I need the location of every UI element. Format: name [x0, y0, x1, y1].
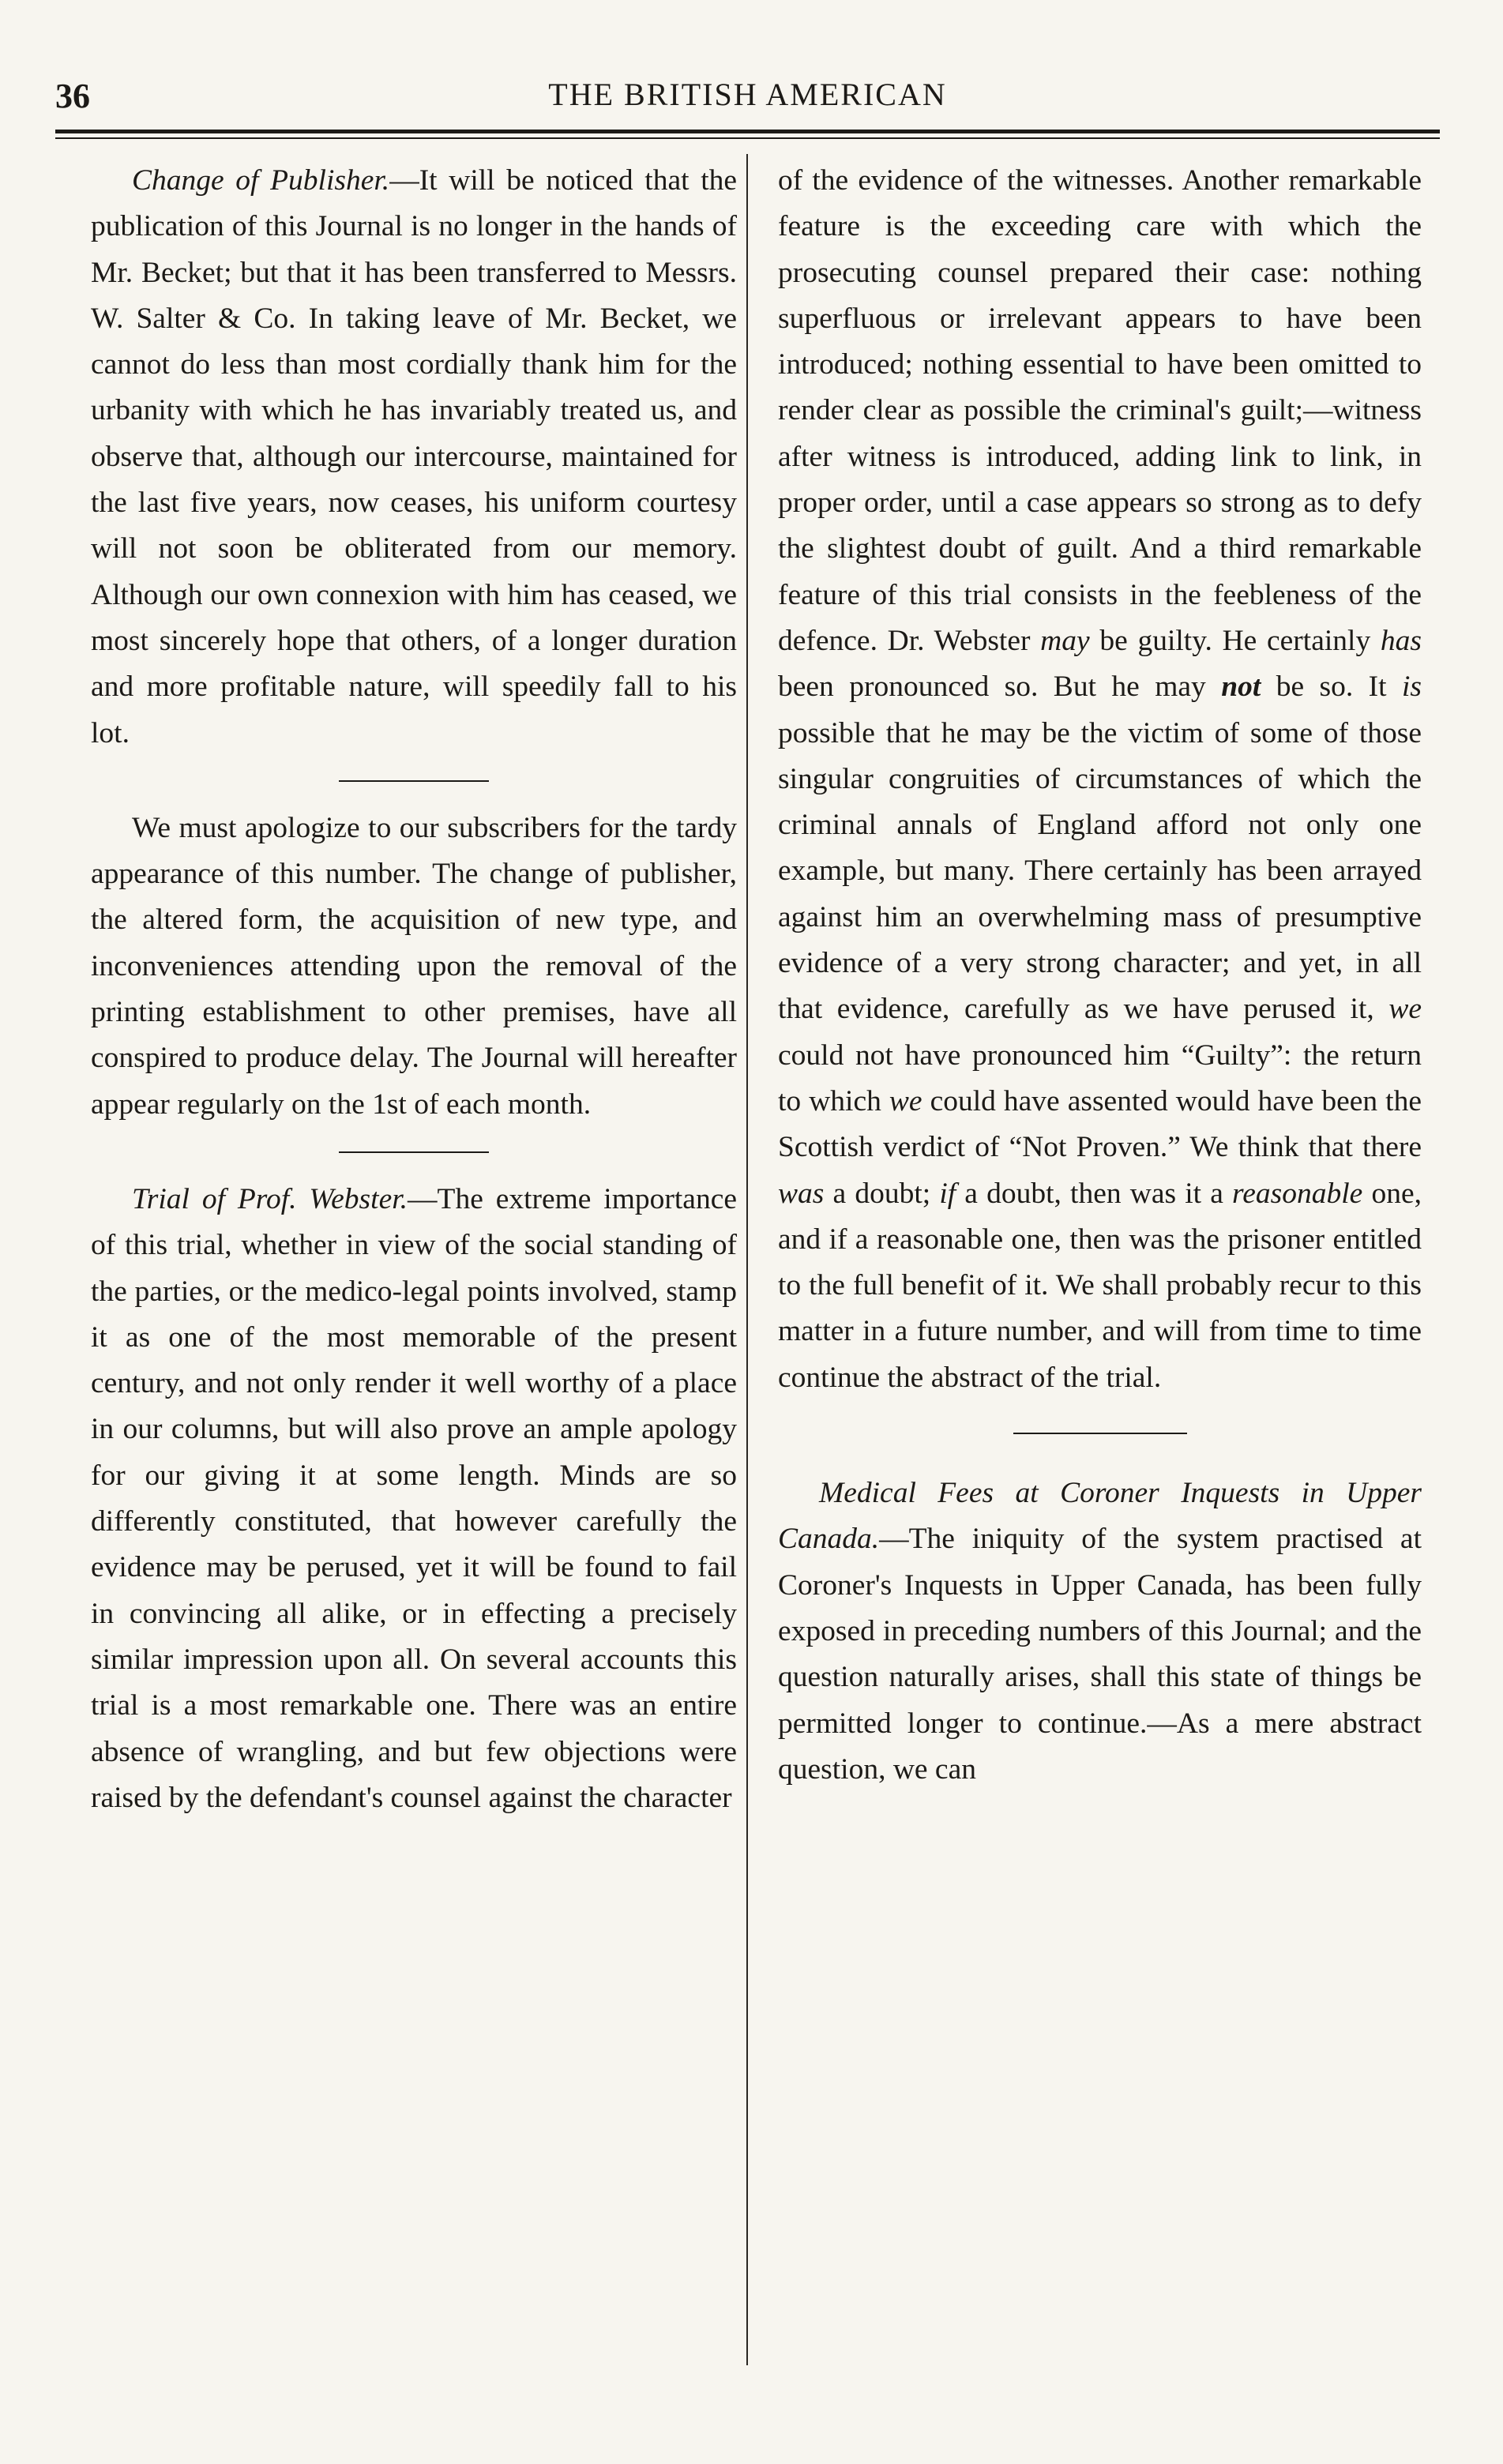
- header-rule-thick: [55, 130, 1440, 133]
- header-rule-thin: [55, 137, 1440, 139]
- running-title: THE BRITISH AMERICAN: [548, 77, 947, 112]
- article-change-of-publisher: [91, 158, 737, 757]
- article-title: Trial of Prof. Webster.: [132, 1182, 408, 1215]
- text-run: one, and if a reasonable one, then was the prisoner entitled to the full benefit of it. We shall probably recur to this matter in a future number, and will from time to time continue the abstract of the trial.: [778, 1177, 1422, 1394]
- article-medical-fees: [778, 1471, 1422, 1793]
- article-apology: [91, 806, 737, 1128]
- text-run: could have assented would have been the Scottish verdict of “Not Proven.” We think that there: [778, 1084, 1422, 1164]
- column-divider: [746, 154, 748, 2365]
- separator-rule: [339, 1151, 489, 1153]
- article-title: Medical Fees at Coroner Inquests in Upper Canada.: [778, 1477, 1422, 1556]
- separator-rule: [339, 780, 489, 782]
- emphasis: was: [778, 1177, 825, 1210]
- article-body: We must apologize to our subscribers for the tardy appearance of this number. The change of publisher, the altered form, the acquisition of new type, and inconveniences attending upon the removal of the printing establishment to other premises, have all conspired to produce delay. The Journal will hereafter appear regularly on the 1st of each month.: [91, 811, 737, 1121]
- article-title: Change of Publisher.: [132, 164, 390, 197]
- separator-gap: [778, 1401, 1422, 1471]
- emphasis: is: [1402, 670, 1422, 704]
- emphasis: if: [939, 1177, 956, 1210]
- text-run: a doubt, then was it a: [956, 1177, 1233, 1210]
- article-body: —The iniquity of the system practised at Coroner's Inquests in Upper Canada, has been fully exposed in preceding numbers of this Journal; and the question naturally arises, shall this state of things be permitted longer to continue.—As a mere abstract question, we can: [778, 1523, 1422, 1786]
- left-column: [91, 158, 737, 1821]
- text-run: could not have pronounced him “Guilty”: the return to which: [778, 1039, 1422, 1117]
- text-run: a doubt;: [824, 1177, 940, 1210]
- emphasis: may: [1040, 624, 1090, 657]
- text-run: be so. It: [1261, 670, 1402, 704]
- text-run: been pronounced so. But he may: [778, 670, 1222, 704]
- emphasis: reasonable: [1232, 1177, 1363, 1210]
- emphasis: has: [1380, 624, 1422, 657]
- text-run: of the evidence of the witnesses. Another remarkable feature is the exceeding care with which the prosecuting counsel prepared their case: nothing superfluous or irrelevant appears to have been introduced; nothing essential to have been omitted to render clear as possible the criminal's guilt;—witness after witness is introduced, adding link to link, in proper order, until a case appears so strong as to defy the slightest doubt of guilt. And a third remarkable feature of this trial consists in the feebleness of the defence. Dr. Webster: [778, 164, 1422, 657]
- emphasis: not: [1221, 670, 1261, 704]
- emphasis: we: [889, 1084, 922, 1117]
- article-body: —It will be noticed that the publication of this Journal is no longer in the hands of Mr. Becket; but that it has been transferred to Messrs. W. Salter & Co. In taking leave of Mr. Becket, we cannot do less than most cordially thank him for the urbanity with which he has invariably treated us, and observe that, although our intercourse, maintained for the last five years, now ceases, his uniform courtesy will not soon be obliterated from our memory. Although our own connexion with him has ceased, we most sincerely hope that others, of a longer duration and more profitable nature, will speedily fall to his lot.: [91, 164, 738, 749]
- article-body: —The extreme importance of this trial, whether in view of the social standing of the parties, or the medico-legal points involved, stamp it as one of the most memorable of the present century, and not only render it well worthy of a place in our columns, but will also prove an ample apology for our giving it at some length. Minds are so differently constituted, that however carefully the evidence may be perused, yet it will be found to fail in convincing all alike, or in effecting a precisely similar impression upon all. On several accounts this trial is a most remarkable one. There was an entire absence of wrangling, and but few objections were raised by the defendant's counsel against the character: [91, 1182, 737, 1814]
- text-run: possible that he may be the victim of some of those singular congruities of circumstances of which the criminal annals of England afford not only one example, but many. There certainly has been arrayed against him an overwhelming mass of presumptive evidence of a very strong character; and yet, in all that evidence, carefully as we have perused it,: [778, 716, 1422, 1026]
- page-number: 36: [55, 77, 90, 115]
- article-trial-webster: [91, 1177, 737, 1821]
- page-header: [55, 76, 1440, 123]
- emphasis: we: [1388, 993, 1422, 1026]
- right-column: [778, 158, 1422, 1793]
- separator-rule: [1013, 1433, 1187, 1434]
- article-trial-webster-continued: [778, 158, 1422, 1401]
- text-run: be guilty. He certainly: [1089, 624, 1381, 657]
